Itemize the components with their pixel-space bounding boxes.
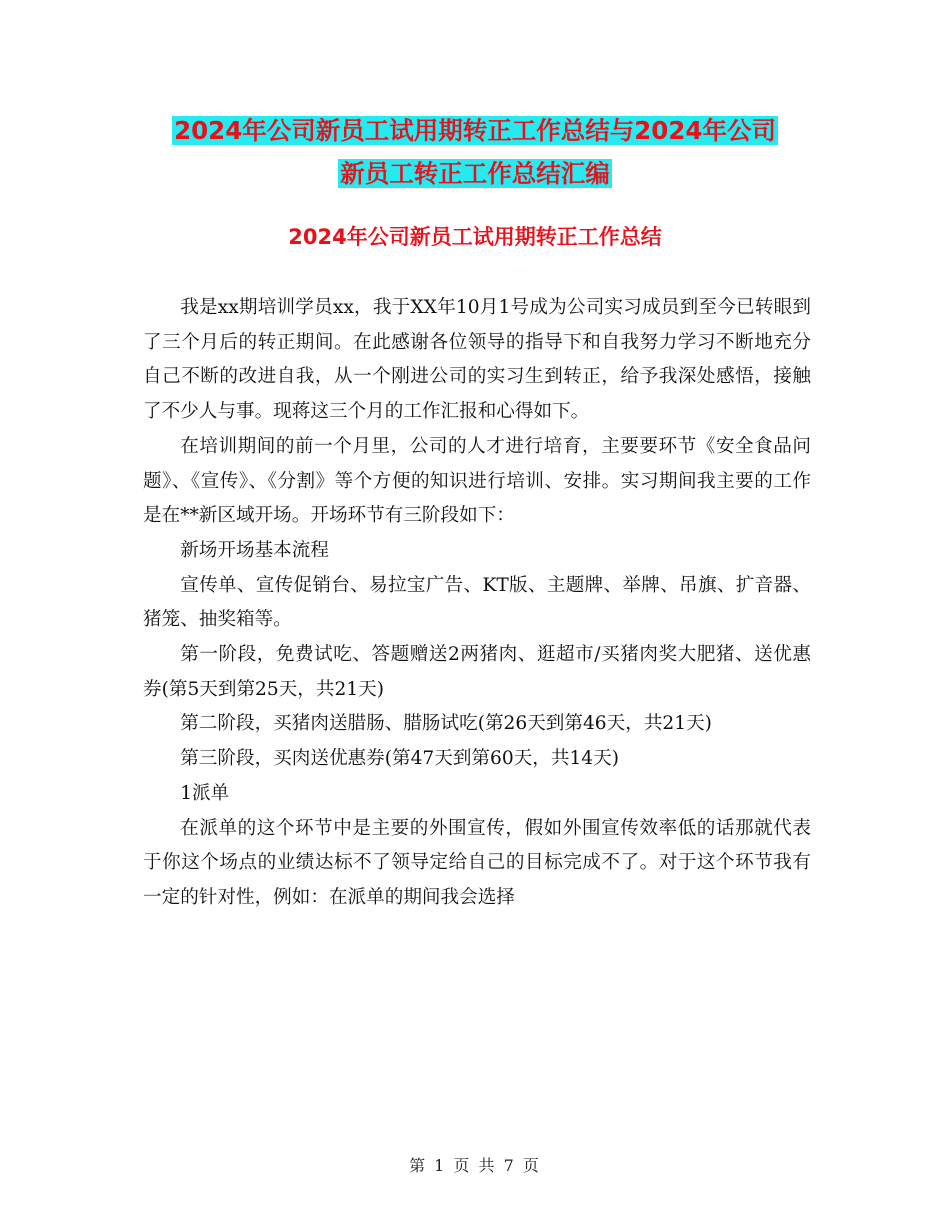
- paragraph-intro: 我是xx期培训学员xx，我于XX年10月1号成为公司实习成员到至今已转眼到了三个月后的转正期间。在此感谢各位领导的指导下和自我努力学习不断地充分自己不断的改进自我，从一个刚进公司的实习生到转正，给予我深处感悟，接触了不少人与事。现蒋这三个月的工作汇报和心得如下。: [143, 297, 811, 423]
- paragraph-materials: 宣传单、宣传促销台、易拉宝广告、KT版、主题牌、举牌、吊旗、扩音器、猪笼、抽奖箱等。: [143, 574, 811, 631]
- paragraph-flyer-heading: 1派单: [180, 782, 230, 804]
- title-highlight-2: 新员工转正工作总结汇编: [340, 159, 610, 188]
- document-title-line-1: [0, 107, 950, 155]
- document-title-line-2: [0, 150, 950, 198]
- document-body: [143, 291, 811, 916]
- paragraph-flyer: 在派单的这个环节中是主要的外围宣传，假如外围宣传效率低的话那就代表于你这个场点的业绩达标不了领导定给自己的目标完成不了。对于这个环节我有一定的针对性，例如：在派单的期间我会选择: [143, 817, 811, 908]
- paragraph-stage-2: 第二阶段，买猪肉送腊肠、腊肠试吃(第26天到第46天，共21天): [180, 713, 712, 735]
- page-number: 第 1 页 共 7 页: [409, 1156, 541, 1175]
- paragraph-stage-3: 第三阶段，买肉送优惠券(第47天到第60天，共14天): [180, 748, 619, 770]
- paragraph-training: 在培训期间的前一个月里，公司的人才进行培育，主要要环节《安全食品问题》、《宣传》、《分割》等个方便的知识进行培训、安排。实习期间我主要的工作是在**新区域开场。开场环节有三阶段如下：: [143, 435, 811, 527]
- section-title: 2024年公司新员工试用期转正工作总结: [288, 225, 662, 249]
- paragraph-process-heading: 新场开场基本流程: [180, 539, 329, 561]
- paragraph-stage-1: 第一阶段，免费试吃、答题赠送2两猪肉、逛超市/买猪肉奖大肥猪、送优惠券(第5天到第25天，共21天): [143, 644, 811, 700]
- title-highlight-1: 2024年公司新员工试用期转正工作总结与2024年公司: [174, 116, 776, 145]
